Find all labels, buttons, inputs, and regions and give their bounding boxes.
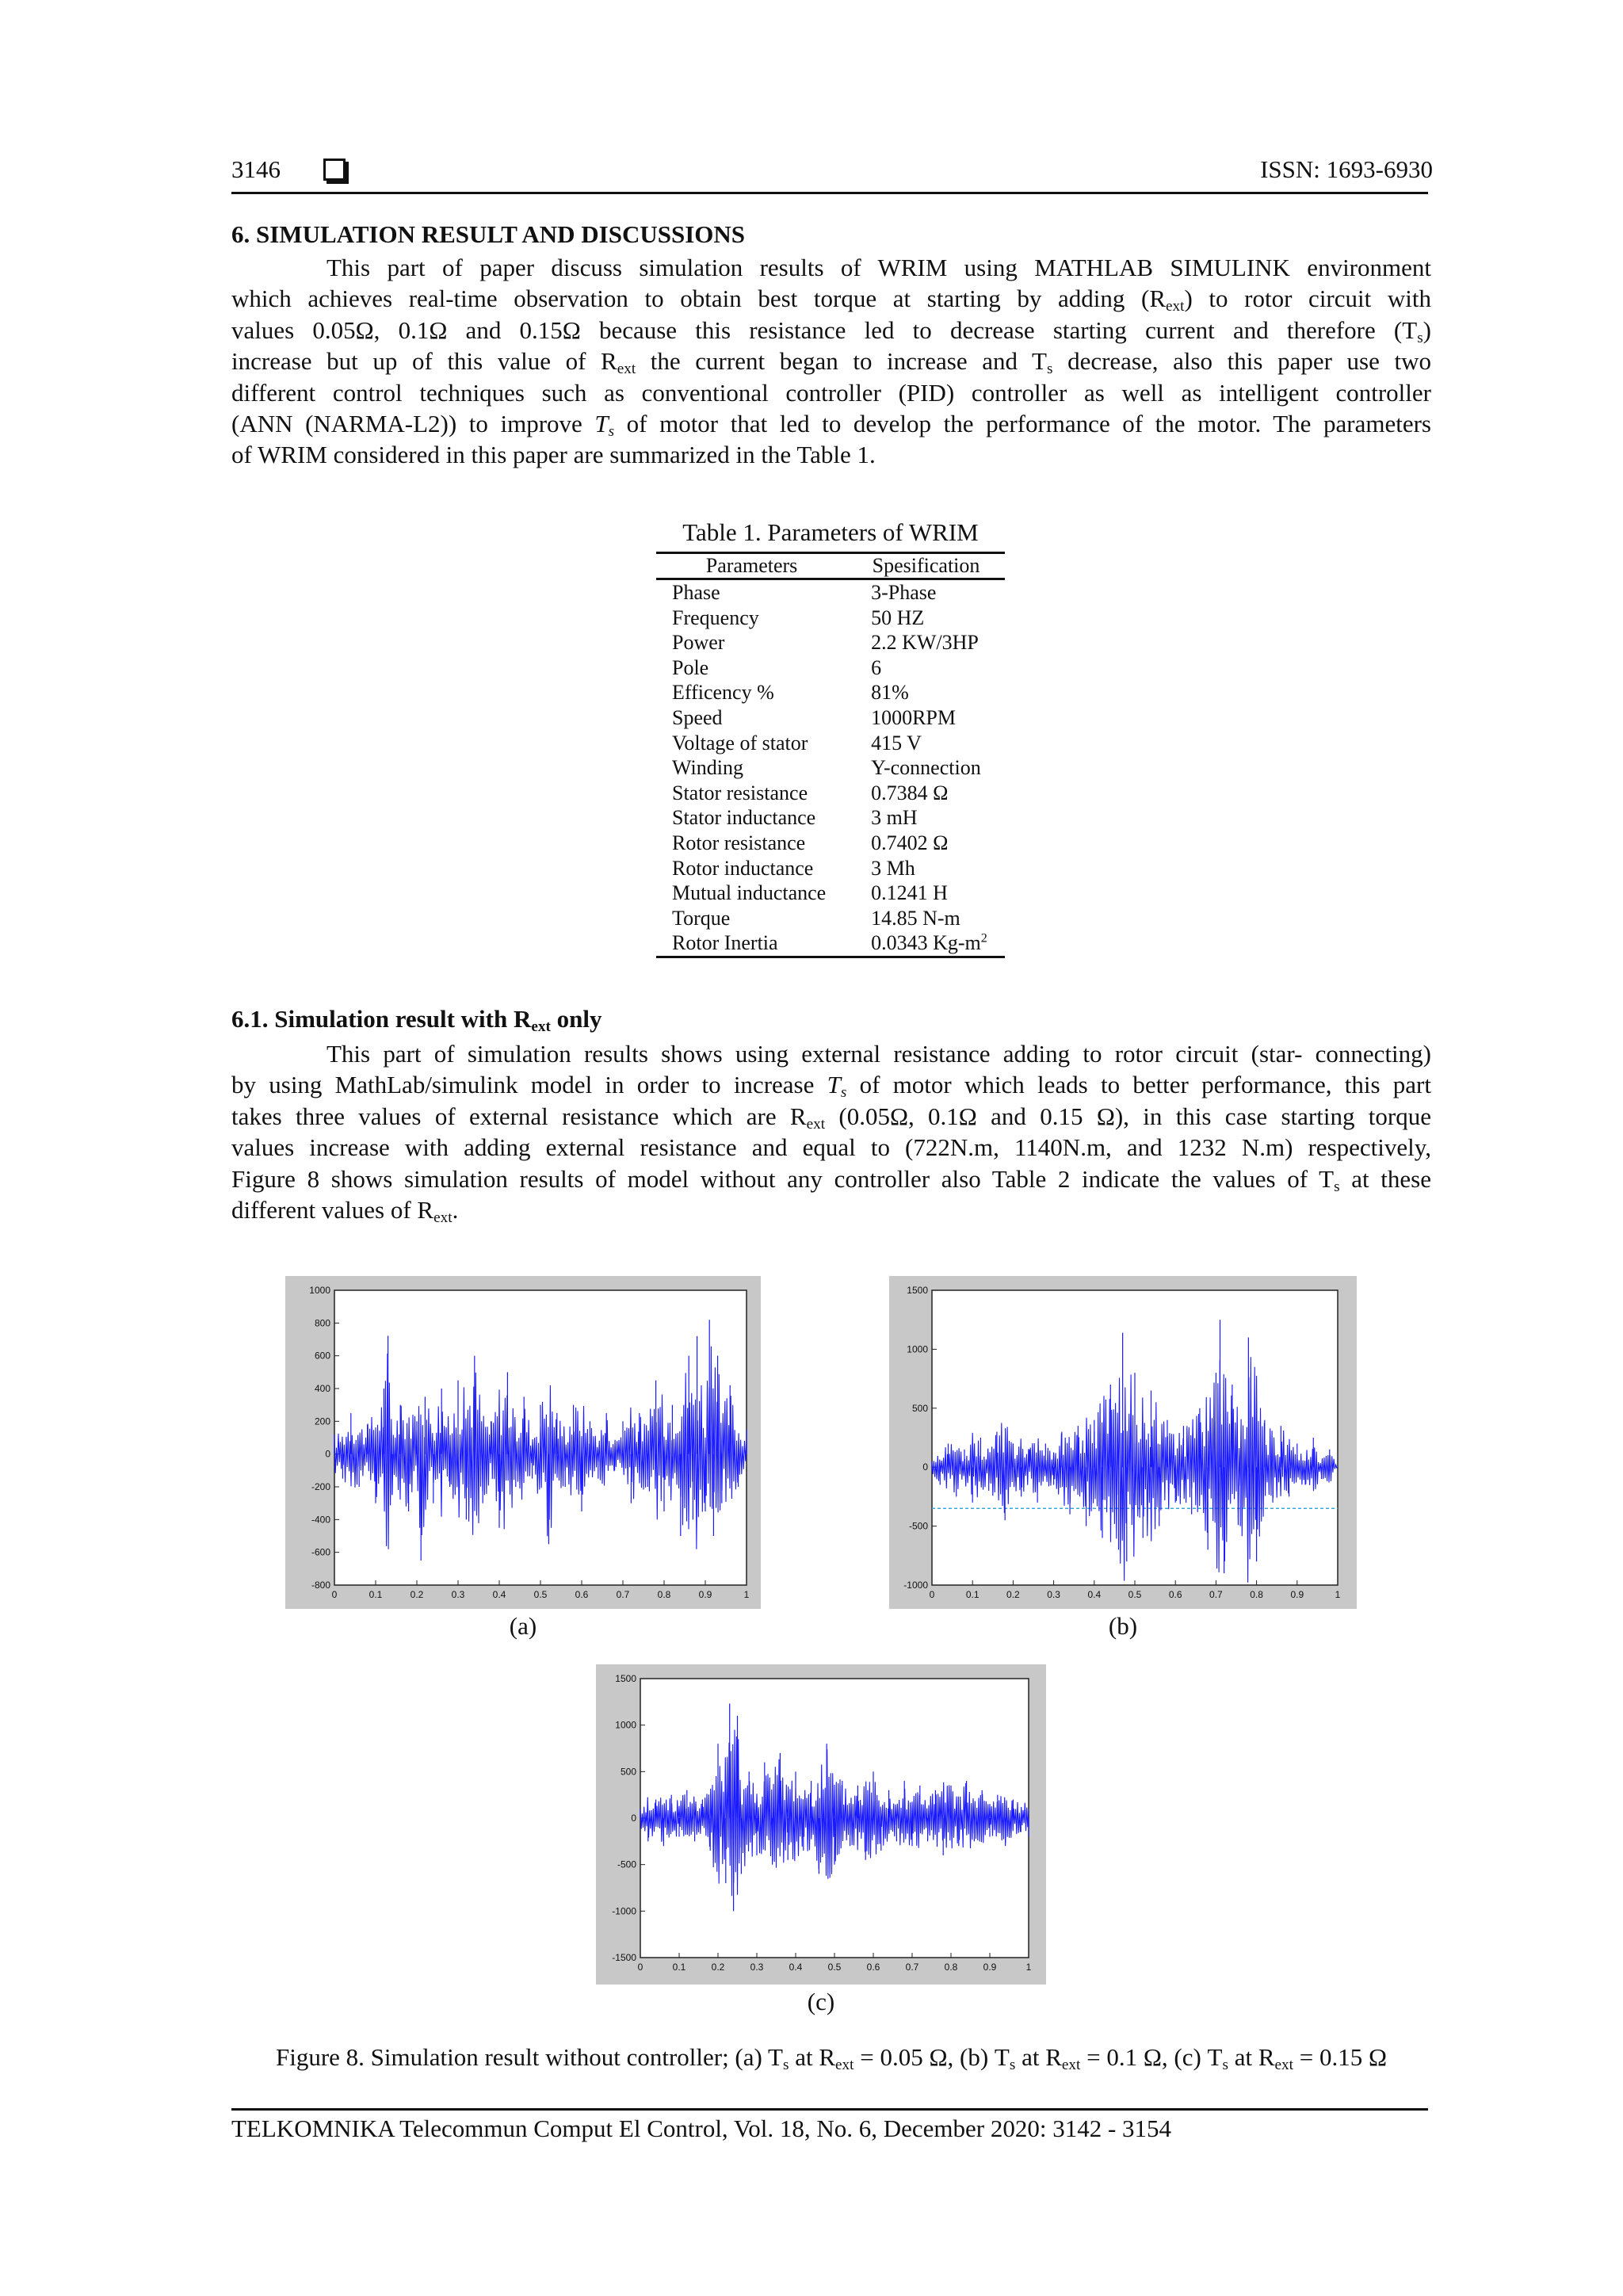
section-paragraph-line: different control techniques such as conventional controller (PID) controller as well as intelligent controller bbox=[231, 378, 1431, 407]
x-tick-label: 0.3 bbox=[750, 1962, 764, 1973]
y-tick-label: -200 bbox=[311, 1481, 330, 1492]
table-row bbox=[656, 781, 1005, 806]
subsection-paragraph-line: Figure 8 shows simulation results of model without any controller also Table 2 indicate the values of $T_s$ at these bbox=[231, 1164, 1431, 1195]
table-cell-parameter: Efficency % bbox=[672, 681, 774, 705]
x-tick-label: 0.5 bbox=[533, 1589, 548, 1600]
y-tick-label: 400 bbox=[314, 1383, 330, 1394]
x-tick-label: 0.2 bbox=[410, 1589, 424, 1600]
section-paragraph-line: which achieves real-time observation to obtain best torque at starting by adding $(R_{ext})$ to rotor circuit with bbox=[231, 285, 1431, 315]
x-tick-label: 1 bbox=[743, 1589, 750, 1600]
x-tick-label: 0.3 bbox=[1047, 1589, 1060, 1600]
table-cell-specification: 0.0343 $Kg-m^2$ bbox=[847, 930, 1005, 957]
y-tick-label: -1000 bbox=[903, 1580, 928, 1591]
x-tick-label: 0.9 bbox=[983, 1962, 997, 1973]
y-tick-label: 0 bbox=[922, 1461, 928, 1473]
x-tick-label: 0.5 bbox=[1128, 1589, 1142, 1600]
table-cell-parameter: Stator resistance bbox=[672, 781, 808, 804]
table-cell-specification: 415 V bbox=[871, 731, 922, 755]
section-paragraph-line: This part of paper discuss simulation results of WRIM using MATHLAB SIMULINK environment bbox=[327, 254, 1431, 281]
table-cell-parameter: Speed bbox=[672, 705, 723, 729]
table-row bbox=[656, 856, 1005, 881]
x-tick-label: 1 bbox=[1025, 1962, 1032, 1973]
table-cell-specification: 3-Phase bbox=[871, 581, 937, 604]
plot-c bbox=[596, 1664, 1046, 1985]
x-tick-label: 0.6 bbox=[866, 1962, 880, 1973]
y-tick-label: 0 bbox=[631, 1813, 636, 1824]
y-tick-label: -600 bbox=[311, 1546, 330, 1558]
x-tick-label: 0 bbox=[637, 1962, 643, 1973]
plot-a-svg bbox=[285, 1276, 761, 1609]
table-cell-specification: 81% bbox=[871, 681, 909, 705]
section-paragraph-line: increase but up of this value of $R_{ext}$ the current began to increase and $T_s$ decrease, also this paper use two bbox=[231, 347, 1431, 378]
y-tick-label: 1000 bbox=[309, 1285, 330, 1296]
x-tick-label: 0.6 bbox=[1168, 1589, 1182, 1600]
table-cell-specification: 50 HZ bbox=[871, 606, 925, 629]
y-tick-label: 1000 bbox=[615, 1719, 636, 1731]
table-row bbox=[656, 881, 1005, 906]
x-tick-label: 0.9 bbox=[1290, 1589, 1304, 1600]
subsection-paragraph-line: takes three values of external resistance which are $R_{ext}$ (0.05Ω, 0.1Ω and 0.15 Ω), in this case starting torque bbox=[231, 1102, 1431, 1133]
y-tick-label: 600 bbox=[314, 1350, 330, 1362]
y-tick-label: 1000 bbox=[907, 1343, 928, 1355]
table-cell-specification: 3 Mh bbox=[871, 856, 915, 880]
plot-a bbox=[285, 1276, 761, 1609]
x-tick-label: 0 bbox=[929, 1589, 935, 1600]
table-cell-parameter: Mutual inductance bbox=[672, 881, 827, 905]
x-tick-label: 0.1 bbox=[965, 1589, 980, 1600]
x-tick-label: 0.4 bbox=[789, 1962, 803, 1973]
x-tick-label: 0.3 bbox=[451, 1589, 465, 1600]
y-tick-label: 500 bbox=[620, 1766, 636, 1778]
x-tick-label: 0.9 bbox=[698, 1589, 712, 1600]
x-tick-label: 0.4 bbox=[492, 1589, 506, 1600]
y-tick-label: 200 bbox=[314, 1415, 330, 1427]
plot-c-svg bbox=[596, 1664, 1046, 1985]
table-cell-specification: 0.7402 Ω bbox=[871, 831, 949, 854]
bullet-box-icon bbox=[323, 159, 346, 181]
x-tick-label: 0.6 bbox=[575, 1589, 589, 1600]
x-tick-label: 0.2 bbox=[711, 1962, 725, 1973]
y-tick-label: -400 bbox=[311, 1514, 330, 1526]
table-row bbox=[656, 805, 1005, 831]
table-row bbox=[656, 655, 1005, 681]
plot-c-label: (c) bbox=[807, 1988, 835, 2015]
subsection-paragraph-line: different values of $R_{ext}$. bbox=[231, 1196, 459, 1226]
table-row bbox=[656, 705, 1005, 731]
subsection-paragraph-line: This part of simulation results shows using external resistance adding to rotor circuit (star- connecting) bbox=[327, 1040, 1431, 1068]
y-tick-label: 800 bbox=[314, 1317, 330, 1329]
table-row bbox=[656, 755, 1005, 781]
x-tick-label: 1 bbox=[1335, 1589, 1341, 1600]
subsection-paragraph-line: by using MathLab/simulink model in order to increase $T_s$ of motor which leads to better performance, this part bbox=[231, 1071, 1431, 1102]
table-cell-specification: 0.1241 H bbox=[871, 881, 948, 905]
header-rule bbox=[231, 192, 1428, 194]
x-tick-label: 0.2 bbox=[1006, 1589, 1020, 1600]
x-tick-label: 0.5 bbox=[827, 1962, 842, 1973]
issn: ISSN: 1693-6930 bbox=[1260, 155, 1433, 183]
table-cell-specification: Y-connection bbox=[871, 756, 981, 780]
y-tick-label: 500 bbox=[911, 1402, 928, 1414]
section-paragraph bbox=[231, 252, 1431, 471]
x-tick-label: 0.7 bbox=[905, 1962, 919, 1973]
table-cell-parameter: Pole bbox=[672, 655, 709, 679]
table-cell-specification: 6 bbox=[871, 655, 882, 679]
plot-b bbox=[889, 1276, 1357, 1609]
table-cell-specification: 0.7384 Ω bbox=[871, 781, 949, 804]
section-paragraph-line: of WRIM considered in this paper are summarized in the Table 1. bbox=[231, 441, 876, 469]
section-title: 6. SIMULATION RESULT AND DISCUSSIONS bbox=[231, 220, 746, 248]
y-tick-label: 0 bbox=[325, 1448, 330, 1460]
subsection-paragraph-line: values increase with adding external resistance and equal to (722N.m, 1140N.m, and 1232 N.m) respectively, bbox=[231, 1133, 1431, 1162]
plot-a-label: (a) bbox=[509, 1612, 537, 1640]
table-row bbox=[656, 930, 1005, 957]
table-row bbox=[656, 831, 1005, 856]
table-cell-parameter: Torque bbox=[672, 906, 731, 930]
table-row bbox=[656, 906, 1005, 931]
table-cell-parameter: Stator inductance bbox=[672, 806, 816, 830]
table-cell-parameter: Rotor Inertia bbox=[656, 930, 847, 957]
x-tick-label: 0.8 bbox=[1250, 1589, 1263, 1600]
table-cell-parameter: Voltage of stator bbox=[672, 731, 808, 755]
table-cell-parameter: Phase bbox=[672, 581, 720, 604]
footer-rule bbox=[231, 2108, 1428, 2111]
table-cell-parameter: Power bbox=[672, 631, 725, 655]
subsection-paragraph bbox=[231, 1038, 1431, 1225]
y-tick-label: 1500 bbox=[615, 1673, 636, 1684]
table-cell-specification: 14.85 N-m bbox=[871, 906, 960, 930]
table-cell-specification: 2.2 KW/3HP bbox=[871, 631, 979, 655]
table-row bbox=[656, 606, 1005, 631]
table-cell-specification: 1000RPM bbox=[871, 705, 956, 729]
x-tick-label: 0.1 bbox=[672, 1962, 686, 1973]
y-tick-label: -800 bbox=[311, 1580, 330, 1591]
subsection-title: 6.1. Simulation result with $R_{ext}$ only bbox=[231, 1005, 602, 1035]
plot-b-svg bbox=[889, 1276, 1357, 1609]
page-number: 3146 bbox=[231, 155, 281, 183]
table-cell-parameter: Rotor resistance bbox=[672, 831, 806, 854]
section-paragraph-line: (ANN (NARMA-L2)) to improve $T_s$ of motor that led to develop the performance of the motor. The parameters bbox=[231, 410, 1431, 440]
table-cell-parameter: Frequency bbox=[672, 606, 759, 629]
table-header-specification: Spesification bbox=[847, 553, 1005, 579]
y-tick-label: 1500 bbox=[907, 1285, 928, 1296]
x-tick-label: 0.8 bbox=[657, 1589, 671, 1600]
table-row bbox=[656, 680, 1005, 705]
x-tick-label: 0.1 bbox=[369, 1589, 383, 1600]
x-tick-label: 0.8 bbox=[944, 1962, 958, 1973]
table-row bbox=[656, 579, 1005, 606]
table-row bbox=[656, 731, 1005, 756]
table-cell-specification: 3 mH bbox=[871, 806, 918, 830]
section-paragraph-line: values 0.05Ω, 0.1Ω and 0.15Ω because this resistance led to decrease starting current and therefore $(T_s)$ bbox=[231, 315, 1431, 346]
table-header-parameters: Parameters bbox=[656, 553, 847, 579]
y-tick-label: -500 bbox=[908, 1520, 928, 1532]
figure-caption: Figure 8. Simulation result without controller; (a) $T_s$ at $R_{ext} = 0.05$ Ω, (b) $T_s$ at $R_{ext} = 0.1$ Ω, (c) $T_s$ at $R_{ext} = 0.15$ Ω bbox=[275, 2043, 1388, 2073]
y-tick-label: -500 bbox=[617, 1859, 636, 1870]
x-tick-label: 0 bbox=[331, 1589, 338, 1600]
x-tick-label: 0.7 bbox=[616, 1589, 630, 1600]
table-cell-parameter: Rotor inductance bbox=[672, 856, 814, 880]
table-cell-parameter: Winding bbox=[672, 756, 743, 780]
table-row bbox=[656, 630, 1005, 655]
footer-citation: TELKOMNIKA Telecommun Comput El Control, Vol. 18, No. 6, December 2020: 3142 - 3154 bbox=[231, 2115, 1172, 2142]
y-tick-label: -1500 bbox=[612, 1952, 636, 1963]
parameters-table bbox=[656, 552, 1005, 958]
y-tick-label: -1000 bbox=[612, 1905, 636, 1917]
x-tick-label: 0.7 bbox=[1209, 1589, 1223, 1600]
x-tick-label: 0.4 bbox=[1087, 1589, 1102, 1600]
table-caption: Table 1. Parameters of WRIM bbox=[682, 518, 979, 546]
plot-b-label: (b) bbox=[1108, 1612, 1138, 1640]
